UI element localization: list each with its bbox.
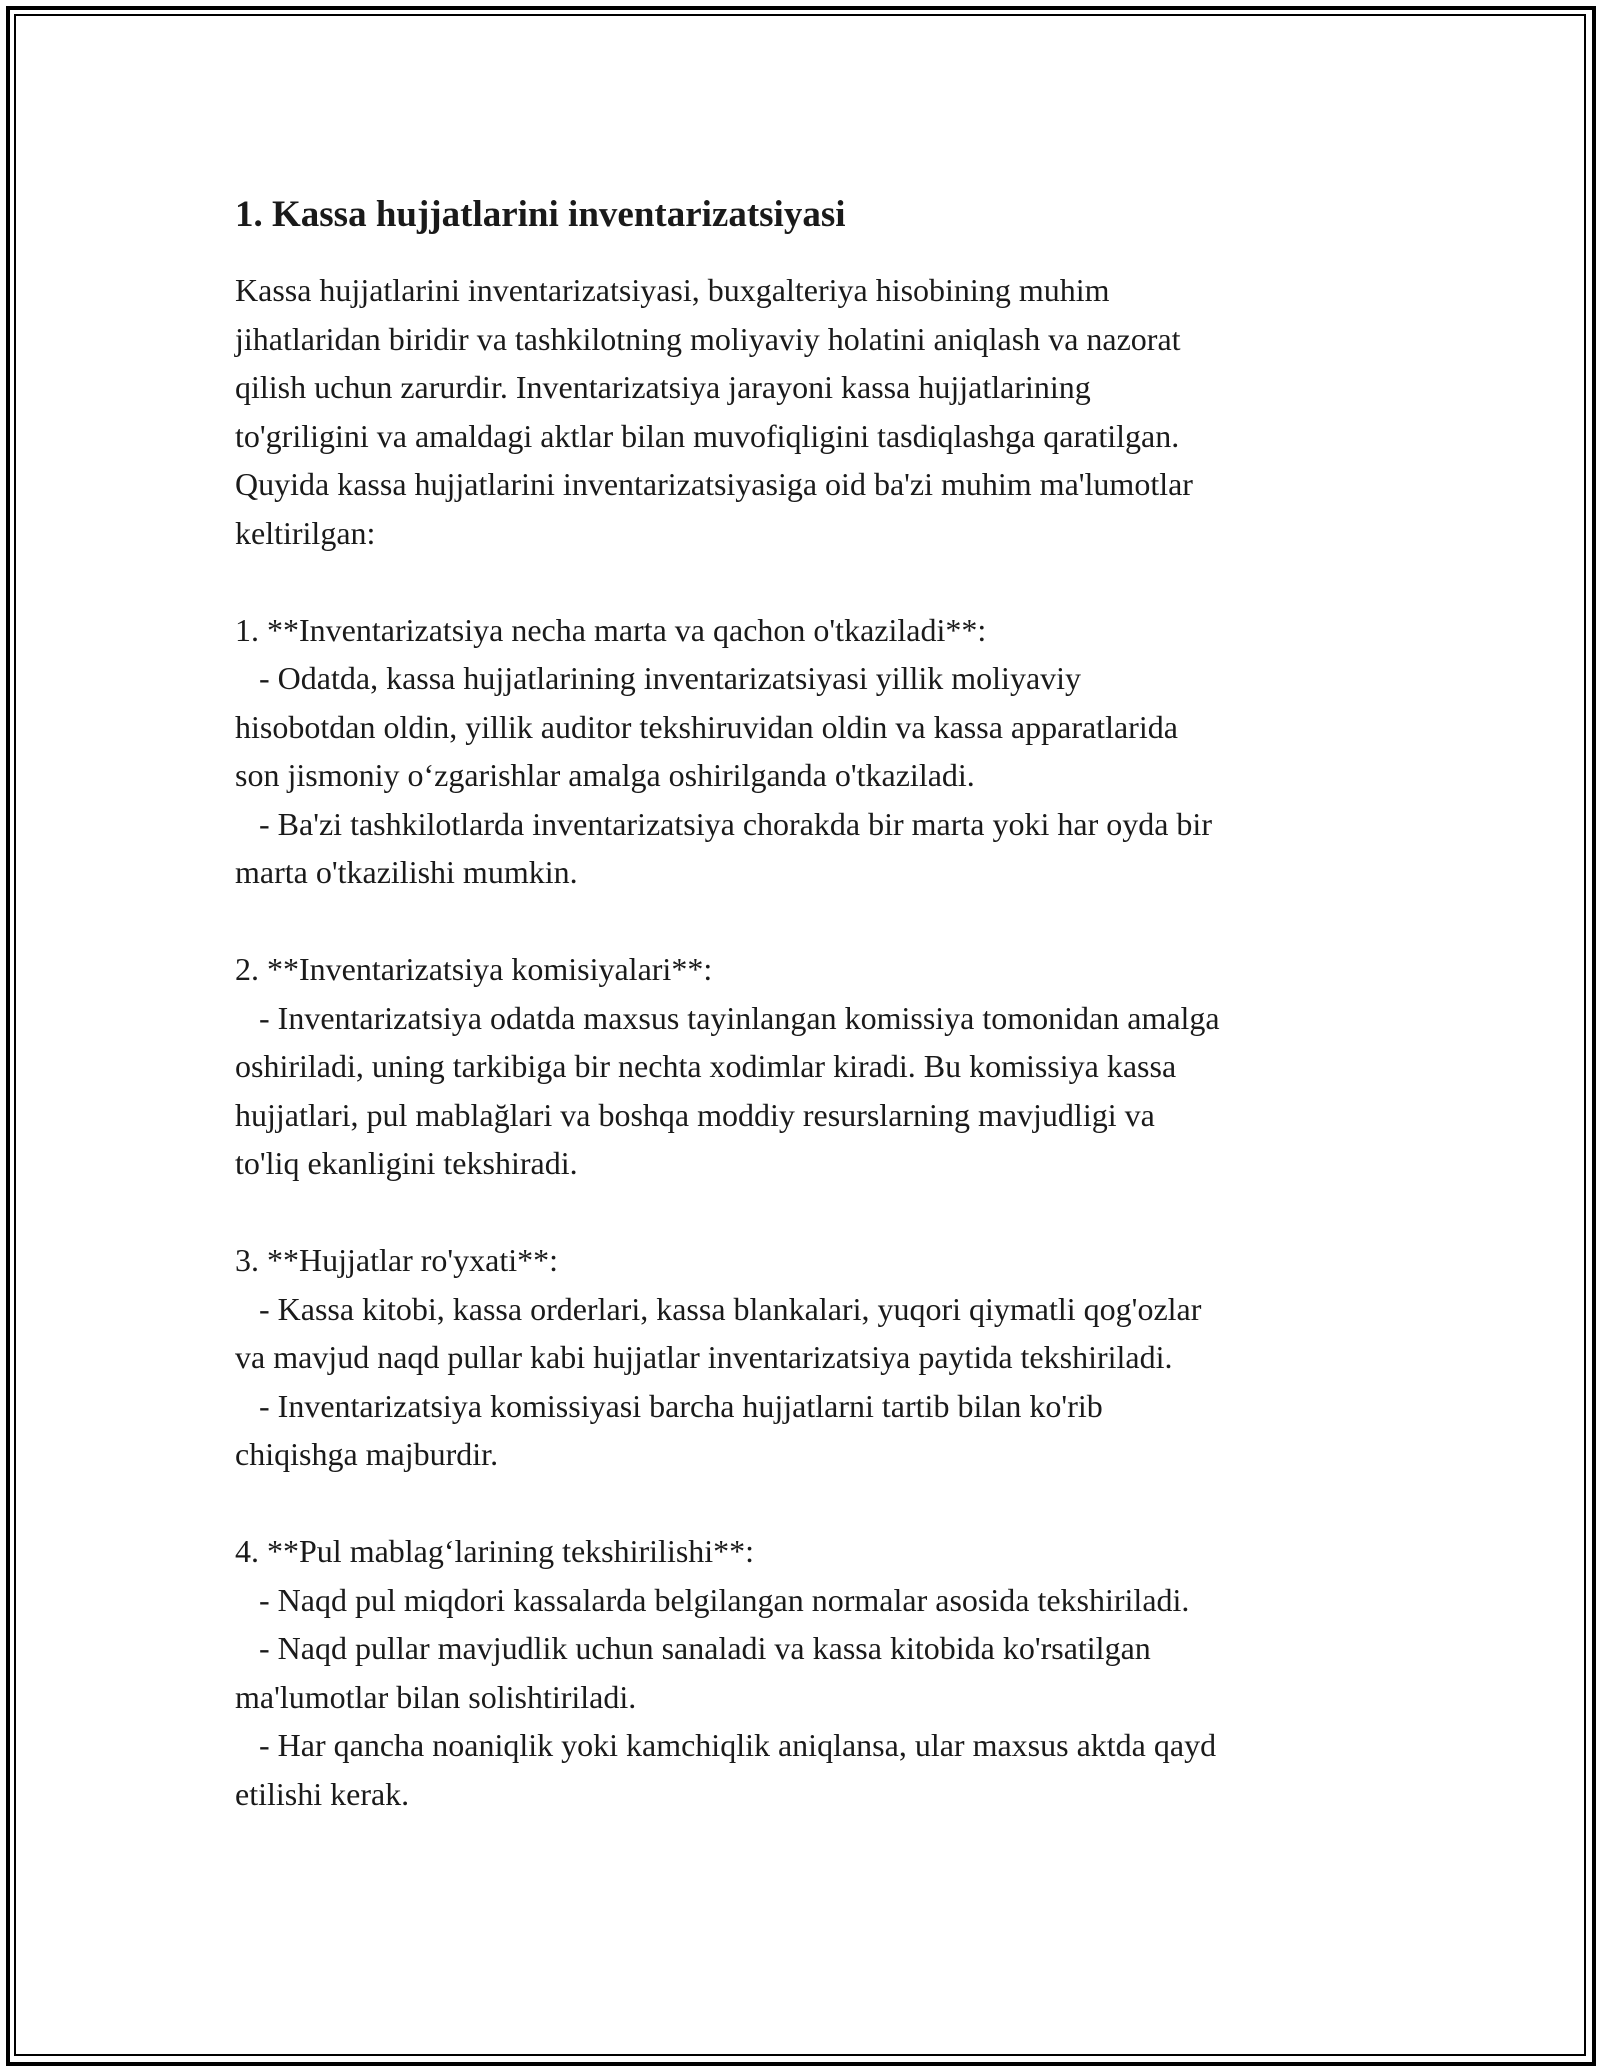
- intro-line: Kassa hujjatlarini inventarizatsiyasi, buxgalteriya hisobining muhim: [235, 272, 1110, 308]
- section-line: marta o'tkazilishi mumkin.: [235, 854, 578, 890]
- intro-line: qilish uchun zarurdir. Inventarizatsiya jarayoni kassa hujjatlarining: [235, 369, 1091, 405]
- document-title: 1. Kassa hujjatlarini inventarizatsiyasi: [235, 194, 846, 235]
- section-line: hujjatlari, pul mablağlari va boshqa moddiy resurslarning mavjudligi va: [235, 1096, 1155, 1133]
- section-line: va mavjud naqd pullar kabi hujjatlar inventarizatsiya paytida tekshiriladi.: [235, 1339, 1173, 1375]
- section-3: [235, 1236, 1385, 1479]
- section-line: oshiriladi, uning tarkibiga bir nechta xodimlar kiradi. Bu komissiya kassa: [235, 1048, 1177, 1084]
- section-heading: 1. **Inventarizatsiya necha marta va qachon o'tkaziladi**:: [235, 611, 987, 648]
- intro-line: Quyida kassa hujjatlarini inventarizatsiyasiga oid ba'zi muhim ma'lumotlar: [235, 466, 1193, 502]
- section-line: ma'lumotlar bilan solishtiriladi.: [235, 1678, 637, 1715]
- section-line: - Inventarizatsiya komissiyasi barcha hujjatlarni tartib bilan ko'rib: [235, 1387, 1103, 1424]
- section-heading: 3. **Hujjatlar ro'yxati**:: [235, 1242, 559, 1278]
- section-line: etilishi kerak.: [235, 1775, 410, 1812]
- section-4: [235, 1527, 1385, 1818]
- section-1: [235, 606, 1385, 897]
- section-heading: 2. **Inventarizatsiya komisiyalari**:: [235, 951, 713, 987]
- section-heading: 4. **Pul mablag‘larining tekshirilishi**:: [235, 1533, 755, 1569]
- section-line: - Kassa kitobi, kassa orderlari, kassa blankalari, yuqori qiymatli qog'ozlar: [235, 1290, 1202, 1327]
- section-line: - Har qancha noaniqlik yoki kamchiqlik aniqlansa, ular maxsus aktda qayd: [235, 1727, 1217, 1763]
- section-line: hisobotdan oldin, yillik auditor tekshiruvidan oldin va kassa apparatlarida: [235, 708, 1178, 745]
- section-line: - Naqd pullar mavjudlik uchun sanaladi va kassa kitobida ko'rsatilgan: [235, 1630, 1151, 1666]
- section-2: [235, 945, 1385, 1188]
- intro-line: jihatlaridan biridir va tashkilotning moliyaviy holatini aniqlash va nazorat: [235, 320, 1181, 357]
- intro-line: to'griligini va amaldagi aktlar bilan muvofiqligini tasdiqlashga qaratilgan.: [235, 417, 1180, 454]
- section-line: son jismoniy o‘zgarishlar amalga oshirilganda o'tkaziladi.: [235, 757, 975, 793]
- section-line: - Inventarizatsiya odatda maxsus tayinlangan komissiya tomonidan amalga: [235, 999, 1220, 1036]
- section-line: - Naqd pul miqdori kassalarda belgilangan normalar asosida tekshiriladi.: [235, 1581, 1190, 1618]
- section-line: to'liq ekanligini tekshiradi.: [235, 1145, 578, 1181]
- section-line: chiqishga majburdir.: [235, 1436, 499, 1472]
- intro-paragraph: [235, 266, 1385, 557]
- intro-line: keltirilgan:: [235, 514, 376, 551]
- section-line: - Ba'zi tashkilotlarda inventarizatsiya chorakda bir marta yoki har oyda bir: [235, 805, 1212, 842]
- section-line: - Odatda, kassa hujjatlarining inventarizatsiyasi yillik moliyaviy: [235, 660, 1082, 696]
- document-body: [235, 186, 1385, 1867]
